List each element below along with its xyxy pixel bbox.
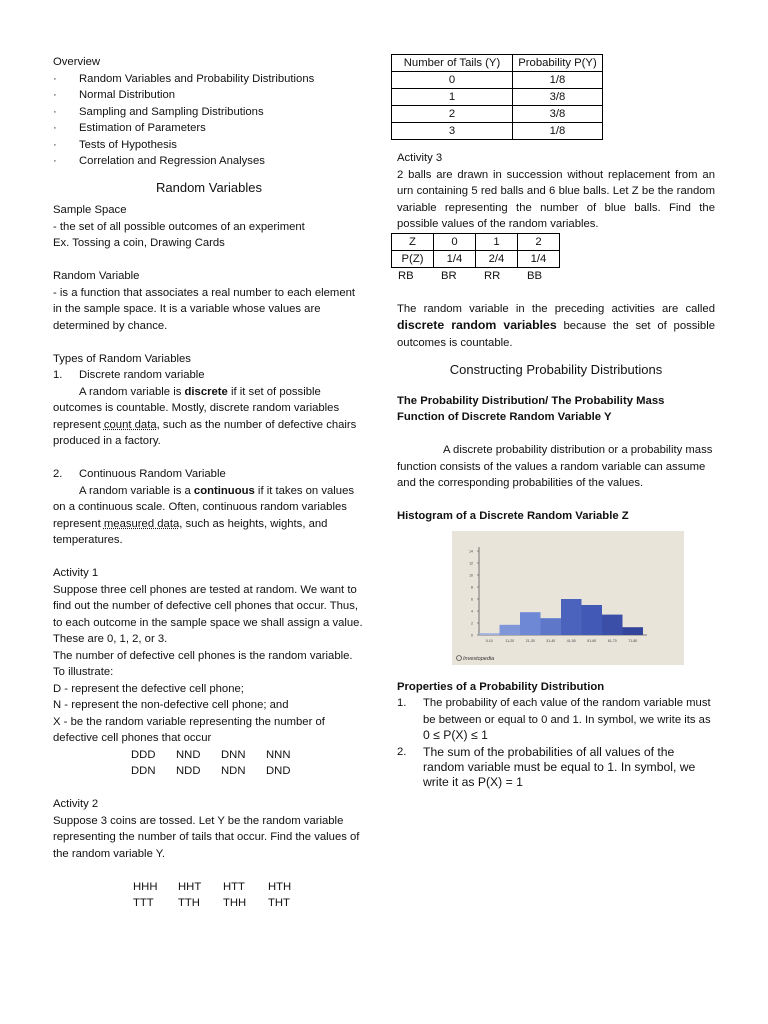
activity3-title: Activity 3: [397, 152, 443, 164]
outcome: BR: [441, 269, 457, 282]
table-row: [392, 72, 603, 89]
table-row: [392, 106, 603, 123]
x-tick-label: 71-80: [628, 638, 638, 643]
overview-item: [53, 120, 365, 137]
random-variable-title: Random Variable: [53, 270, 140, 282]
x-tick-label: 41-50: [566, 638, 576, 643]
activity2-title: Activity 2: [53, 798, 99, 810]
discrete-text-a: The random variable in the preceding activities are called: [397, 302, 715, 315]
random-variables-heading: Random Variables: [156, 179, 262, 195]
table-cell: 2/4: [476, 250, 518, 267]
overview-item: [53, 87, 365, 104]
x-tick-label: 51-60: [587, 638, 597, 643]
overview-list: [53, 71, 365, 170]
property2-text: The sum of the probabilities of all values of the random variable must be equal to 1. In symbol, we write it as P(X) = 1: [423, 744, 696, 789]
type1-label: Discrete random variable: [79, 369, 205, 381]
type1-text-c: , such as the number of defective chairs produced in a factory.: [53, 418, 357, 447]
property1-text-a: The probability of each value of the random variable must be between or equal to 0 and 1. In symbol, we write its as: [423, 697, 711, 726]
table-header-cell: Number of Tails (Y): [392, 55, 513, 72]
sample-space-title: Sample Space: [53, 204, 127, 216]
z-outcomes: [398, 268, 715, 285]
type1-bold: discrete: [184, 385, 228, 398]
y-tick-label: 12: [469, 561, 473, 565]
x-tick-label: 31-40: [546, 638, 556, 643]
outcome: RB: [398, 269, 414, 282]
outcome: THH: [223, 897, 247, 909]
type2-text-a: A random variable is a: [79, 484, 194, 497]
histogram-chart: [452, 531, 684, 665]
z-probability-table: [391, 233, 560, 268]
source-label: Investopedia: [463, 655, 495, 662]
left-column: [53, 54, 365, 912]
overview-item-label: Normal Distribution: [79, 89, 176, 101]
table-row: [392, 123, 603, 140]
constructing-heading: Constructing Probability Distributions: [449, 362, 663, 377]
overview-item-label: Estimation of Parameters: [79, 122, 206, 134]
histogram-bar: [541, 618, 562, 635]
type2-description: [53, 483, 365, 549]
properties-title: Properties of a Probability Distribution: [397, 680, 605, 693]
outcome: HTH: [268, 880, 292, 893]
table-cell: 1/4: [434, 250, 476, 267]
x-tick-label: 0-10: [485, 638, 493, 643]
activity2-text: Suppose 3 coins are tossed. Let Y be the random variable representing the number of tails that occur. Find the values of the random variable Y.: [53, 814, 360, 860]
type2-underline: measured data: [103, 517, 180, 530]
outcome: DDN: [131, 765, 156, 777]
outcome: NDN: [221, 765, 246, 777]
property1-number: 1.: [397, 697, 407, 709]
outcome: BB: [527, 269, 543, 282]
property1: [397, 695, 715, 745]
random-variable-definition: - is a function that associates a real number to each element in the sample space. It is a variable whose values are determined by chance.: [53, 286, 356, 332]
activity1-outcomes: [131, 747, 365, 780]
y-tick-label: 2: [471, 621, 473, 625]
activity1-n: N - represent the non-defective cell phone; and: [53, 699, 289, 711]
table-cell: 1: [392, 89, 513, 106]
type1-item: [53, 367, 365, 384]
type2-item: [53, 466, 365, 483]
overview-item: [53, 71, 365, 88]
overview-item-label: Tests of Hypothesis: [79, 138, 177, 151]
table-header-row: [392, 55, 603, 72]
pmf-text: A discrete probability distribution or a probability mass function consists of the values a random variable can assume and the corresponding probabilities of the values.: [397, 444, 713, 489]
activity1-text2: The number of defective cell phones is the random variable.: [53, 649, 353, 662]
table-row: [392, 89, 603, 106]
table-cell: P(Z): [392, 250, 434, 267]
y-tick-label: 0: [471, 633, 473, 637]
table-cell: 1/8: [513, 72, 603, 89]
activity1-title: Activity 1: [53, 567, 99, 579]
table-cell: 1/4: [518, 250, 560, 267]
x-tick-label: 61-70: [607, 638, 617, 643]
bullet: ·: [53, 72, 57, 85]
table-cell: 2: [518, 233, 560, 250]
outcome: DND: [266, 765, 291, 777]
y-tick-label: 8: [471, 585, 473, 589]
table-cell: 3: [392, 123, 513, 140]
outcome: HHH: [133, 880, 158, 893]
histogram-bar: [602, 614, 623, 634]
histogram-bar: [582, 605, 603, 635]
outcome: DDD: [131, 748, 156, 761]
outcome: DNN: [221, 748, 246, 761]
histogram-bar: [520, 612, 541, 635]
activity3-text: 2 balls are drawn in succession without replacement from an urn containing 5 red balls and 6 blue balls. Let Z be the random variable representing the number of blue balls. Find the possible values of the random variables.: [397, 168, 715, 230]
type1-text-a: A random variable is: [79, 385, 185, 398]
activity1-d: D - represent the defective cell phone;: [53, 682, 244, 695]
y-tick-label: 10: [469, 573, 473, 577]
table-cell: 0: [434, 233, 476, 250]
outcome: HHT: [178, 880, 202, 893]
table-cell: Z: [392, 233, 434, 250]
table-cell: 1: [476, 233, 518, 250]
investopedia-logo-icon: [457, 655, 462, 660]
tails-probability-table: [391, 54, 603, 140]
table-header-cell: Probability P(Y): [513, 55, 603, 72]
histogram-bar: [623, 627, 644, 635]
bullet: ·: [53, 138, 57, 151]
y-tick-label: 6: [471, 597, 473, 601]
table-cell: 3/8: [513, 106, 603, 123]
table-row: [392, 233, 560, 250]
sample-space-example: Ex. Tossing a coin, Drawing Cards: [53, 237, 225, 249]
type1-underline: count data: [103, 418, 157, 431]
outcome: NNN: [266, 748, 291, 761]
table-cell: 1/8: [513, 123, 603, 140]
bullet: ·: [53, 105, 57, 118]
type2-label: Continuous Random Variable: [79, 468, 226, 480]
activity1-illustrate: To illustrate:: [53, 666, 114, 678]
histogram-bar: [479, 633, 500, 635]
bullet: ·: [53, 155, 57, 167]
pmf-title: The Probability Distribution/ The Probability Mass Function of Discrete Random Variable Y: [397, 394, 665, 423]
property2-number: 2.: [397, 745, 407, 758]
x-tick-label: 21-30: [525, 638, 535, 643]
type2-text-c: , such as heights, wights, and temperatures.: [53, 517, 328, 546]
histogram-bar: [500, 624, 521, 634]
types-title: Types of Random Variables: [53, 352, 191, 365]
type1-number: 1.: [53, 369, 63, 381]
overview-item: [53, 137, 365, 154]
discrete-paragraph: [397, 301, 715, 352]
activity1-x: X - be the random variable representing the number of defective cell phones that occur: [53, 715, 325, 744]
discrete-text-b: because the set of possible outcomes is countable.: [397, 320, 715, 349]
table-row: [392, 250, 560, 267]
histogram-bar: [561, 599, 582, 635]
type2-number: 2.: [53, 468, 63, 480]
bullet: ·: [53, 89, 57, 101]
y-tick-label: 4: [471, 609, 473, 613]
outcome: TTH: [178, 897, 200, 909]
overview-item-label: Sampling and Sampling Distributions: [79, 105, 264, 118]
y-tick-label: 14: [469, 549, 473, 553]
activity1-text: Suppose three cell phones are tested at random. We want to find out the number of defective cell phones that occur. Thus, to each outcome in the sample space we shall assign a value. These are 0, 1, 2, or 3.: [53, 583, 363, 645]
type2-text-b: if it takes on values on a continuous scale. Often, continuous random variables represent: [53, 484, 355, 530]
outcome: NDD: [176, 765, 201, 777]
histogram-svg: [452, 531, 684, 665]
type1-description: [53, 384, 365, 450]
outcome: NND: [176, 748, 201, 761]
type2-bold: continuous: [193, 484, 255, 497]
overview-item: [53, 104, 365, 121]
table-cell: 0: [392, 72, 513, 89]
bullet: ·: [53, 122, 57, 134]
outcome: HTT: [223, 880, 245, 893]
property1-symbol: 0 ≤ P(X) ≤ 1: [423, 728, 488, 742]
overview-item-label: Correlation and Regression Analyses: [79, 155, 265, 167]
right-column: [397, 54, 715, 790]
type1-text-b: if it set of possible outcomes is countable. Mostly, discrete random variables represent: [53, 385, 340, 431]
table-cell: 2: [392, 106, 513, 123]
overview-title: Overview: [53, 56, 101, 68]
outcome: RR: [484, 269, 501, 282]
property1-text: [423, 695, 715, 745]
sample-space-definition: - the set of all possible outcomes of an experiment: [53, 220, 305, 233]
overview-item-label: Random Variables and Probability Distributions: [79, 72, 315, 85]
activity2-outcomes: [133, 879, 365, 912]
outcome: TTT: [133, 897, 154, 909]
x-tick-label: 11-20: [505, 638, 515, 643]
discrete-bold: discrete random variables: [397, 318, 557, 332]
histogram-title: Histogram of a Discrete Random Variable Z: [397, 510, 629, 522]
table-cell: 3/8: [513, 89, 603, 106]
property2: [397, 745, 715, 790]
outcome: THT: [268, 897, 290, 909]
overview-item: [53, 153, 365, 170]
